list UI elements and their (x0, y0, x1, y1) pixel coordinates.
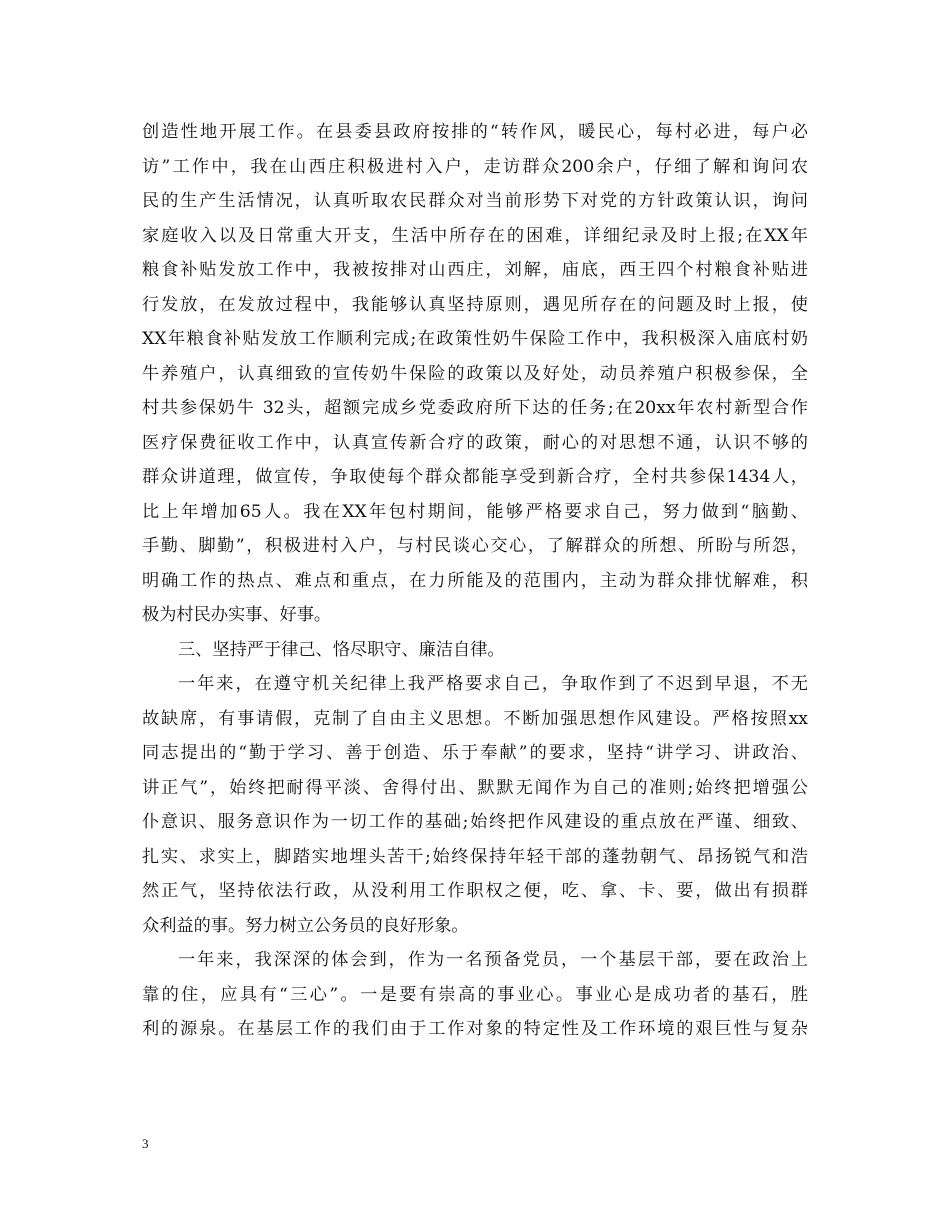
text-line: 医疗保费征收工作中，认真宣传新合疗的政策，耐心的对思想不通，认识不够的 (142, 432, 808, 453)
text-line: 明确工作的热点、难点和重点，在力所能及的范围内，主动为群众排忧解难，积 (142, 570, 808, 591)
text-line: XX年粮食补贴发放工作顺利完成;在政策性奶牛保险工作中，我积极深入庙底村奶 (142, 329, 808, 349)
text-line: 民的生产生活情况，认真听取农民群众对当前形势下对党的方针政策认识，询问 (142, 191, 808, 211)
text-line: 利的源泉。在基层工作的我们由于工作对象的特定性及工作环境的艰巨性与复杂 (142, 1019, 808, 1039)
text-line: 然正气，坚持依法行政，从没利用工作职权之便，吃、拿、卡、要，做出有损群 (142, 881, 808, 901)
text-line: 家庭收入以及日常重大开支，生活中所存在的困难，详细纪录及时上报;在XX年 (142, 225, 808, 246)
text-line: 牛养殖户，认真细致的宣传奶牛保险的政策以及好处，动员养殖户积极参保，全 (142, 363, 808, 384)
text-line: 群众讲道理，做宣传，争取使每个群众都能享受到新合疗，全村共参保1434人， (142, 467, 808, 487)
text-line: 仆意识、服务意识作为一切工作的基础;始终把作风建设的重点放在严谨、细致、 (142, 812, 808, 832)
text-line: 讲正气”，始终把耐得平淡、舍得付出、默默无闻作为自己的准则;始终把增强公 (142, 777, 808, 798)
page-number: 3 (142, 1136, 149, 1151)
text-line: 粮食补贴发放工作中，我被按排对山西庄，刘解，庙底，西王四个村粮食补贴进 (142, 260, 808, 280)
text-line-paragraph-start: 一年来，在遵守机关纪律上我严格要求自己，争取作到了不迟到早退，不无 (178, 674, 808, 694)
text-line: 靠的住，应具有“三心”。一是要有崇高的事业心。事业心是成功者的基石，胜 (142, 984, 808, 1005)
text-line: 故缺席，有事请假，克制了自由主义思想。不断加强思想作风建设。严格按照xx (142, 708, 808, 729)
text-line-paragraph-start: 一年来，我深深的体会到，作为一名预备党员，一个基层干部，要在政治上 (178, 950, 808, 970)
text-line: 创造性地开展工作。在县委县政府按排的“转作风，暖民心，每村必进，每户必 (142, 122, 808, 142)
text-line: 同志提出的“勤于学习、善于创造、乐于奉献”的要求，坚持“讲学习、讲政治、 (142, 743, 808, 763)
text-line: 扎实、求实上，脚踏实地埋头苦干;始终保持年轻干部的蓬勃朝气、昂扬锐气和浩 (142, 846, 808, 867)
text-line: 行发放，在发放过程中，我能够认真坚持原则，遇见所存在的问题及时上报，使 (142, 294, 808, 315)
text-line-paragraph-end: 极为村民办实事、好事。 (142, 605, 332, 625)
section-heading: 三、坚持严于律己、恪尽职守、廉洁自律。 (178, 639, 505, 660)
text-line: 村共参保奶牛 32头，超额完成乡党委政府所下达的任务;在20xx年农村新型合作 (142, 398, 808, 418)
text-line-paragraph-end: 众利益的事。努力树立公务员的良好形象。 (142, 915, 469, 936)
document-body (142, 115, 808, 1047)
text-line: 手勤、脚勤”，积极进村入户，与村民谈心交心，了解群众的所想、所盼与所怨， (142, 536, 808, 556)
text-line: 访”工作中，我在山西庄积极进村入户，走访群众200余户，仔细了解和询问农 (142, 156, 808, 177)
text-line: 比上年增加65人。我在XX年包村期间，能够严格要求自己，努力做到“脑勤、 (142, 501, 808, 522)
